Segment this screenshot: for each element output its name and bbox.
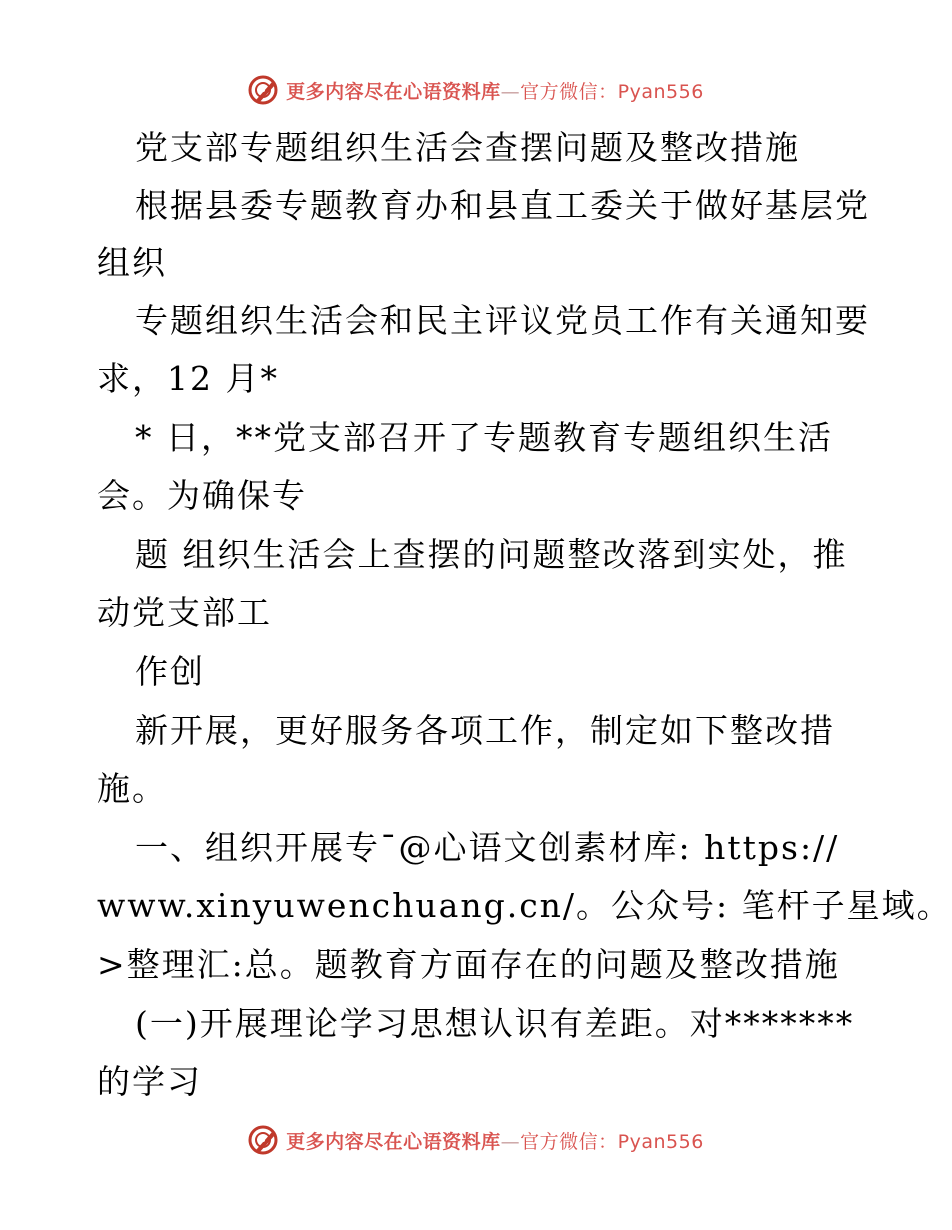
paragraph-line: 新开展，更好服务各项工作，制定如下整改措 — [135, 711, 835, 750]
paragraph-line: 专题组织生活会和民主评议党员工作有关通知要 — [135, 301, 870, 340]
paragraph-line: 求，12 月* — [97, 359, 279, 398]
footer-watermark-banner — [0, 1120, 950, 1160]
banner-separator: — — [500, 80, 521, 103]
section-heading-line: 一、组织开展专¯@心语文创素材库: https:// — [135, 828, 840, 867]
paragraph-line: 的学习 — [97, 1062, 202, 1101]
banner-separator: — — [500, 1130, 521, 1153]
paragraph-line: 施。 — [97, 769, 167, 808]
paragraph-line: 根据县委专题教育办和县直工委关于做好基层党 — [135, 186, 870, 225]
paragraph-line: 题 组织生活会上查摆的问题整改落到实处，推 — [135, 535, 848, 574]
paragraph-line: * 日，**党支部召开了专题教育专题组织生活 — [135, 418, 833, 457]
paragraph-line: >整理汇:总。题教育方面存在的问题及整改措施 — [97, 945, 840, 984]
paragraph-line: www.xinyuwenchuang.cn/。公众号: 笔杆子星域。 — [97, 886, 952, 925]
paragraph-line: 会。为确保专 — [97, 476, 307, 515]
pen-logo-icon — [246, 1123, 280, 1157]
banner-main-text: 更多内容尽在心语资料库 — [286, 1130, 501, 1153]
paragraph-line: 动党支部工 — [97, 593, 272, 632]
banner-text — [286, 1127, 704, 1154]
banner-wechat-text: 官方微信：Pyan556 — [520, 1130, 704, 1153]
banner-main-text: 更多内容尽在心语资料库 — [286, 80, 501, 103]
banner-wechat-text: 官方微信：Pyan556 — [520, 80, 704, 103]
paragraph-line: 作创 — [135, 652, 205, 691]
document-title: 党支部专题组织生活会查摆问题及整改措施 — [135, 128, 800, 167]
subsection-heading-line: (一)开展理论学习思想认识有差距。对******* — [135, 1004, 855, 1043]
paragraph-line: 组织 — [97, 243, 167, 282]
